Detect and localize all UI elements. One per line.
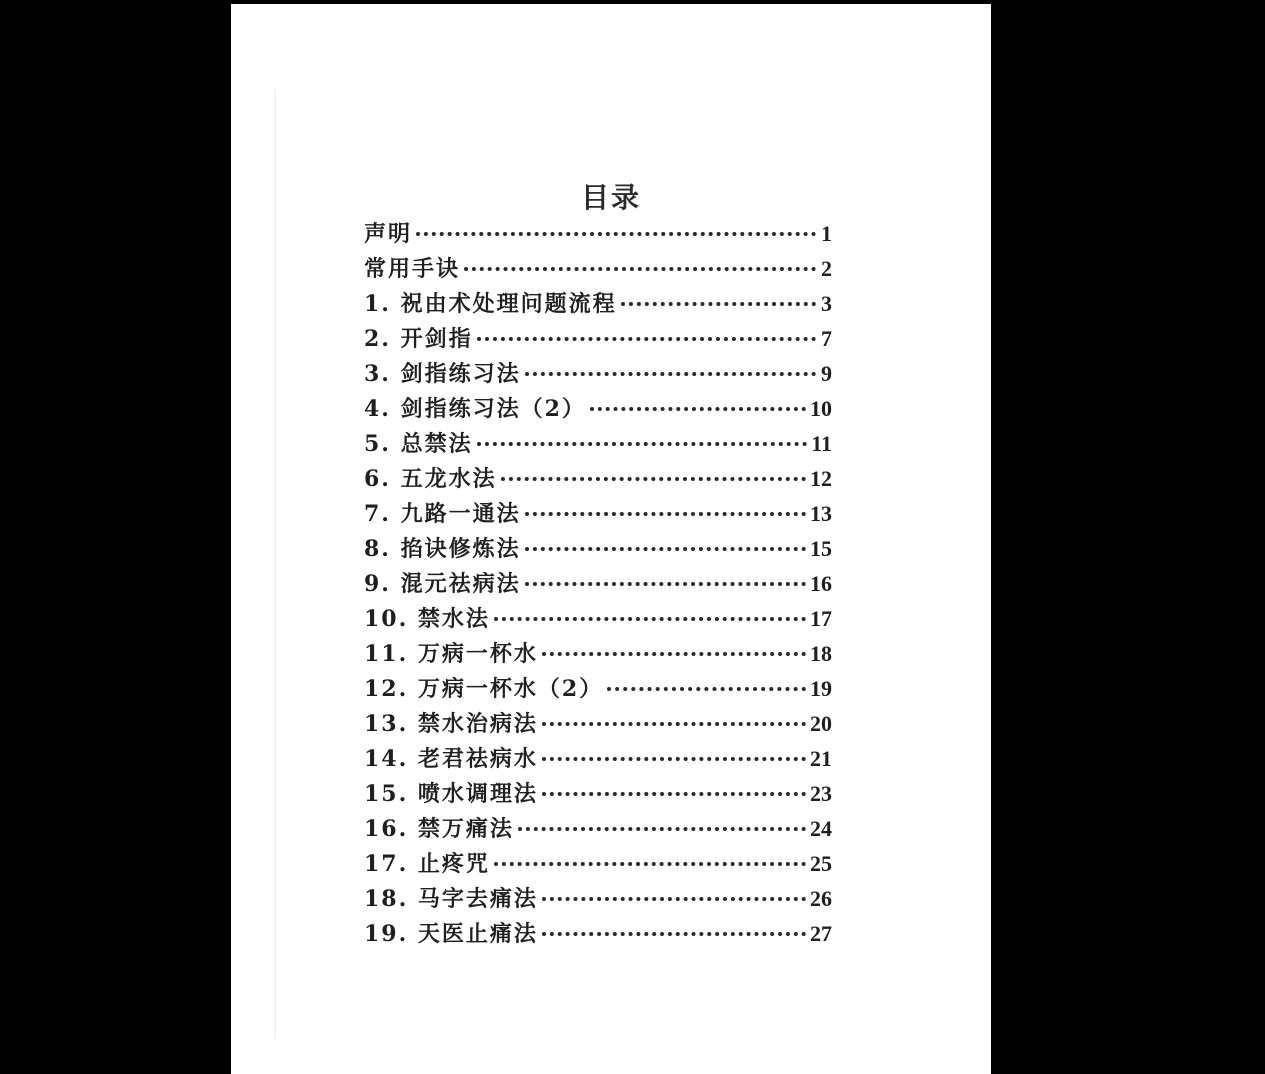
toc-entry-page-number: 27	[810, 921, 832, 946]
dot-leader	[494, 862, 806, 866]
dot-leader	[464, 267, 816, 271]
toc-entry[interactable]	[364, 916, 832, 951]
toc-entry-page-number: 19	[810, 676, 832, 701]
toc-entry[interactable]	[364, 531, 832, 566]
toc-entry-page-number: 10	[810, 396, 832, 421]
toc-entry-page-number: 7	[821, 326, 832, 351]
dot-leader	[621, 302, 816, 306]
toc-entry[interactable]	[364, 671, 832, 706]
toc-entry-label: 14. 老君祛病水	[364, 746, 538, 772]
toc-entry[interactable]	[364, 601, 832, 636]
toc-entry[interactable]	[364, 776, 832, 811]
toc-entry[interactable]	[364, 356, 832, 391]
toc-entry-page-number: 15	[810, 536, 832, 561]
toc-entry-page-number: 16	[810, 571, 832, 596]
toc-entry[interactable]	[364, 706, 832, 741]
toc-entry-page-number: 24	[810, 816, 832, 841]
toc-entry[interactable]	[364, 286, 832, 321]
toc-entry-label: 常用手诀	[364, 256, 461, 282]
toc-entry-label: 17. 止疼咒	[364, 851, 490, 877]
toc-entry-label: 4. 剑指练习法（2）	[364, 396, 586, 422]
toc-entry[interactable]	[364, 391, 832, 426]
toc-entry-page-number: 20	[810, 711, 832, 736]
dot-leader	[590, 407, 806, 411]
toc-entry[interactable]	[364, 321, 832, 356]
dot-leader	[501, 477, 806, 481]
toc-entry-page-number: 26	[810, 886, 832, 911]
toc-entry[interactable]	[364, 566, 832, 601]
toc-entry-label: 7. 九路一通法	[364, 501, 521, 527]
toc-entry-label: 6. 五龙水法	[364, 466, 497, 492]
toc-entry-page-number: 1	[821, 221, 832, 246]
toc-entry-page-number: 9	[821, 361, 832, 386]
toc-entry-label: 13. 禁水治病法	[364, 711, 538, 737]
dot-leader	[525, 512, 806, 516]
scan-margin-line	[275, 89, 276, 1039]
toc-entry-label: 12. 万病一杯水（2）	[364, 676, 604, 702]
dot-leader	[525, 582, 806, 586]
toc-entry-page-number: 18	[810, 641, 832, 666]
toc-entry-label: 1. 祝由术处理问题流程	[364, 291, 617, 317]
toc-entry-page-number: 2	[821, 256, 832, 281]
toc-entry[interactable]	[364, 496, 832, 531]
dot-leader	[542, 792, 806, 796]
toc-entry-page-number: 21	[810, 746, 832, 771]
document-page	[231, 4, 991, 1074]
dot-leader	[494, 617, 806, 621]
page-title: 目录	[580, 181, 641, 214]
dot-leader	[542, 757, 806, 761]
toc-entry-label: 8. 掐诀修炼法	[364, 536, 521, 562]
dot-leader	[542, 722, 806, 726]
dot-leader	[477, 337, 816, 341]
toc-entry-label: 11. 万病一杯水	[364, 641, 538, 667]
dot-leader	[542, 652, 806, 656]
toc-entry-label: 15. 喷水调理法	[364, 781, 538, 807]
toc-entry-label: 3. 剑指练习法	[364, 361, 521, 387]
toc-entry-page-number: 12	[810, 466, 832, 491]
toc-entry-label: 2. 开剑指	[364, 326, 473, 352]
toc-entry-label: 19. 天医止痛法	[364, 921, 538, 947]
toc-entry[interactable]	[364, 881, 832, 916]
toc-entry[interactable]	[364, 846, 832, 881]
dot-leader	[477, 442, 808, 446]
toc-entry-label: 18. 马字去痛法	[364, 886, 538, 912]
dot-leader	[525, 547, 806, 551]
toc-entry-label: 9. 混元祛病法	[364, 571, 521, 597]
toc-entry[interactable]	[364, 251, 832, 286]
toc-entry[interactable]	[364, 216, 832, 251]
toc-entry-page-number: 25	[810, 851, 832, 876]
toc-entry-label: 5. 总禁法	[364, 431, 473, 457]
toc-entry-page-number: 17	[810, 606, 832, 631]
toc-entry-label: 声明	[364, 221, 413, 247]
toc-entry-label: 10. 禁水法	[364, 606, 490, 632]
dot-leader	[542, 897, 806, 901]
toc-entry[interactable]	[364, 636, 832, 671]
toc-entry[interactable]	[364, 811, 832, 846]
toc-entry-label: 16. 禁万痛法	[364, 816, 514, 842]
dot-leader	[542, 932, 806, 936]
dot-leader	[416, 232, 816, 236]
toc-entry-page-number: 13	[810, 501, 832, 526]
dot-leader	[607, 687, 806, 691]
toc-entry-page-number: 23	[810, 781, 832, 806]
toc-entry[interactable]	[364, 741, 832, 776]
toc-entry-page-number: 3	[821, 291, 832, 316]
dot-leader	[518, 827, 806, 831]
toc-entry[interactable]	[364, 426, 832, 461]
dot-leader	[525, 372, 816, 376]
toc-entry-page-number: 11	[811, 431, 832, 456]
table-of-contents	[364, 216, 832, 951]
toc-entry[interactable]	[364, 461, 832, 496]
